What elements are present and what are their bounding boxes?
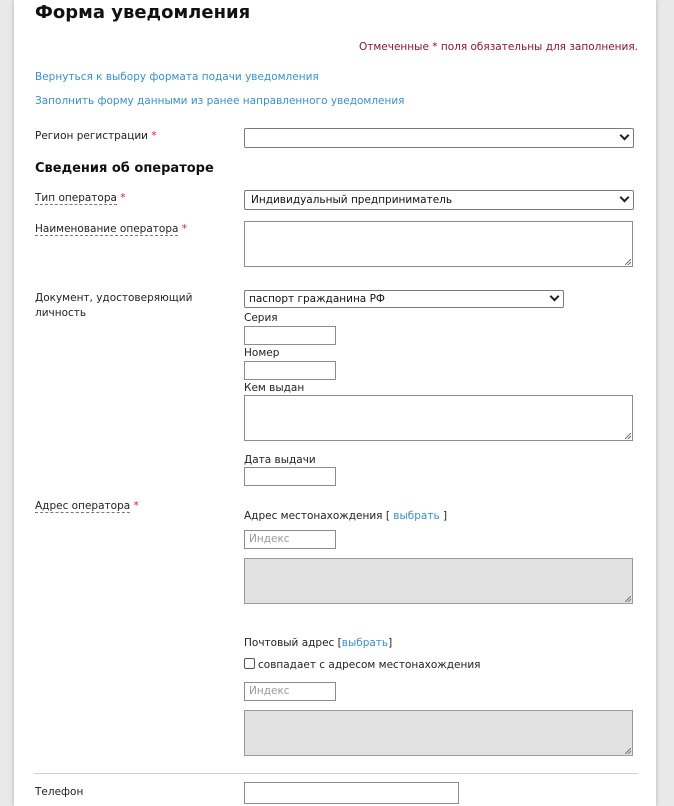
- location-address-heading: [244, 510, 447, 522]
- operator-type-value: Индивидуальный предприниматель: [251, 194, 453, 206]
- location-address-textarea[interactable]: [244, 558, 633, 604]
- choose-postal-link[interactable]: выбрать: [341, 637, 389, 649]
- region-label: [35, 130, 157, 142]
- operator-section-title: Сведения об операторе: [35, 161, 214, 176]
- issue-date-input[interactable]: [244, 467, 336, 486]
- resize-grip-icon[interactable]: [625, 433, 631, 439]
- number-input[interactable]: [244, 361, 336, 380]
- postal-address-label: Почтовый адрес: [244, 637, 335, 649]
- phone-input[interactable]: [244, 782, 459, 804]
- page-title: Форма уведомления: [35, 2, 251, 23]
- operator-type-select[interactable]: [244, 190, 634, 210]
- required-star: *: [133, 500, 139, 512]
- postal-index-input[interactable]: [244, 682, 336, 701]
- issue-date-label: Дата выдачи: [244, 454, 316, 466]
- id-document-select[interactable]: [244, 290, 564, 308]
- required-star: *: [151, 130, 157, 142]
- location-address-label: Адрес местонахождения: [244, 510, 383, 522]
- required-star: *: [120, 192, 126, 204]
- series-label: Серия: [244, 312, 278, 324]
- resize-grip-icon[interactable]: [625, 259, 631, 265]
- notification-form-panel: [14, 0, 656, 806]
- issued-by-label: Кем выдан: [244, 382, 305, 394]
- phone-label: Телефон: [35, 786, 84, 798]
- operator-type-label: [35, 192, 126, 204]
- same-address-label: совпадает с адресом местонахождения: [258, 659, 481, 671]
- number-label: Номер: [244, 347, 280, 359]
- id-document-label: Документ, удостоверяющий личность: [35, 292, 193, 319]
- operator-type-label-text: Тип оператора: [35, 192, 117, 204]
- id-document-value: паспорт гражданина РФ: [249, 293, 385, 305]
- operator-address-label-text: Адрес оператора: [35, 500, 131, 512]
- region-select[interactable]: [244, 128, 634, 148]
- bracket-close: ]: [388, 637, 393, 649]
- operator-name-textarea[interactable]: [244, 221, 633, 267]
- region-label-text: Регион регистрации: [35, 130, 149, 142]
- divider: [34, 773, 638, 774]
- resize-grip-icon[interactable]: [625, 748, 631, 754]
- choose-location-link[interactable]: выбрать: [393, 510, 440, 522]
- chevron-down-icon: [620, 193, 630, 203]
- back-to-format-link[interactable]: Вернуться к выбору формата подачи уведомления: [35, 71, 319, 83]
- location-index-placeholder: Индекс: [249, 533, 290, 545]
- required-star: *: [181, 223, 188, 235]
- same-address-row[interactable]: [244, 658, 481, 671]
- issued-by-textarea[interactable]: [244, 395, 633, 441]
- chevron-down-icon: [620, 131, 630, 141]
- same-address-checkbox[interactable]: [244, 658, 255, 669]
- postal-index-placeholder: Индекс: [249, 685, 290, 697]
- location-index-input[interactable]: [244, 530, 336, 549]
- fill-from-previous-link[interactable]: Заполнить форму данными из ранее направленного уведомления: [35, 95, 405, 107]
- operator-address-label: [35, 500, 139, 512]
- required-fields-note: Отмеченные * поля обязательны для заполнения.: [359, 41, 638, 53]
- bracket-open: [: [337, 637, 342, 649]
- bracket-open: [: [385, 510, 394, 522]
- postal-address-textarea[interactable]: [244, 710, 633, 756]
- operator-name-label-text: Наименование оператора: [35, 223, 179, 235]
- series-input[interactable]: [244, 326, 336, 345]
- postal-address-heading: [244, 637, 392, 649]
- bracket-close: ]: [439, 510, 448, 522]
- operator-name-label: [35, 223, 187, 235]
- resize-grip-icon[interactable]: [625, 596, 631, 602]
- chevron-down-icon: [550, 292, 560, 302]
